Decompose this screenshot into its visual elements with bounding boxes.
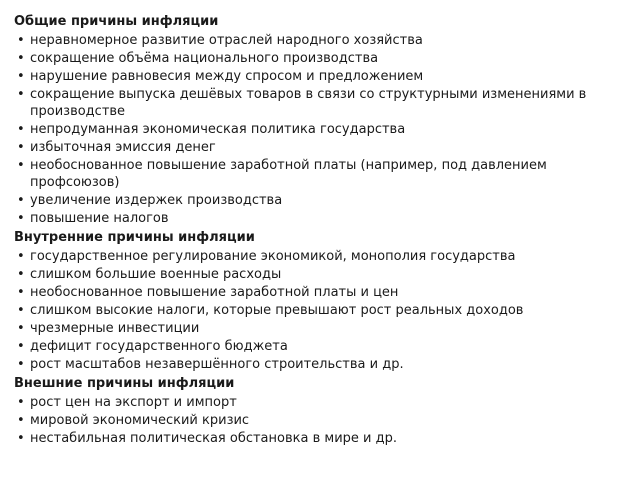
list-item-text: нарушение равновесия между спросом и предложением [30, 69, 424, 84]
bullet-icon: • [17, 211, 25, 226]
list-item-text: непродуманная экономическая политика государства [30, 122, 406, 137]
bullet-icon: • [17, 357, 25, 372]
list-item-text: слишком большие военные расходы [30, 267, 282, 282]
list-item-text: необоснованное повышение заработной платы и цен [30, 285, 399, 300]
bullet-icon: • [17, 51, 25, 66]
bullet-icon: • [17, 158, 25, 173]
list-item-text: слишком высокие налоги, которые превышают рост реальных доходов [30, 303, 524, 318]
bullet-icon: • [17, 87, 25, 102]
bullet-icon: • [17, 321, 25, 336]
external-causes-list [10, 394, 628, 447]
section-external-causes [10, 375, 628, 447]
list-item-text: сокращение объёма национального производства [30, 51, 379, 66]
list-item [10, 210, 628, 227]
section-title: Общие причины инфляции [14, 14, 219, 29]
general-causes-list [10, 32, 628, 227]
bullet-icon: • [17, 285, 25, 300]
list-item [10, 32, 628, 49]
list-item [10, 338, 628, 355]
bullet-icon: • [17, 33, 25, 48]
bullet-icon: • [17, 267, 25, 282]
list-item [10, 157, 628, 191]
section-general-causes [10, 13, 628, 227]
list-item-text: увеличение издержек производства [30, 193, 283, 208]
list-item-text: необоснованное повышение заработной платы (например, под давлением профсоюзов) [30, 158, 547, 190]
list-item [10, 121, 628, 138]
list-item-text: рост масштабов незавершённого строительства и др. [30, 357, 404, 372]
list-item [10, 192, 628, 209]
list-item [10, 412, 628, 429]
list-item-text: чрезмерные инвестиции [30, 321, 200, 336]
document-page [10, 13, 628, 449]
bullet-icon: • [17, 193, 25, 208]
bullet-icon: • [17, 413, 25, 428]
list-item [10, 320, 628, 337]
bullet-icon: • [17, 140, 25, 155]
section-title: Внешние причины инфляции [14, 376, 235, 391]
list-item [10, 394, 628, 411]
bullet-icon: • [17, 303, 25, 318]
list-item-text: государственное регулирование экономикой, монополия государства [30, 249, 516, 264]
bullet-icon: • [17, 395, 25, 410]
list-item-text: мировой экономический кризис [30, 413, 250, 428]
list-item-text: избыточная эмиссия денег [30, 140, 216, 155]
list-item-text: неравномерное развитие отраслей народного хозяйства [30, 33, 423, 48]
list-item-text: сокращение выпуска дешёвых товаров в связи со структурными изменениями в производстве [30, 87, 587, 119]
list-item [10, 139, 628, 156]
section-title: Внутренние причины инфляции [14, 230, 255, 245]
list-item-text: нестабильная политическая обстановка в мире и др. [30, 431, 397, 446]
list-item [10, 430, 628, 447]
list-item [10, 284, 628, 301]
list-item-text: повышение налогов [30, 211, 169, 226]
list-item [10, 86, 628, 120]
list-item [10, 68, 628, 85]
bullet-icon: • [17, 122, 25, 137]
list-item [10, 356, 628, 373]
list-item [10, 50, 628, 67]
bullet-icon: • [17, 249, 25, 264]
bullet-icon: • [17, 69, 25, 84]
section-internal-causes [10, 229, 628, 373]
list-item [10, 302, 628, 319]
bullet-icon: • [17, 431, 25, 446]
bullet-icon: • [17, 339, 25, 354]
list-item-text: дефицит государственного бюджета [30, 339, 288, 354]
internal-causes-list [10, 248, 628, 373]
list-item-text: рост цен на экспорт и импорт [30, 395, 237, 410]
list-item [10, 266, 628, 283]
list-item [10, 248, 628, 265]
